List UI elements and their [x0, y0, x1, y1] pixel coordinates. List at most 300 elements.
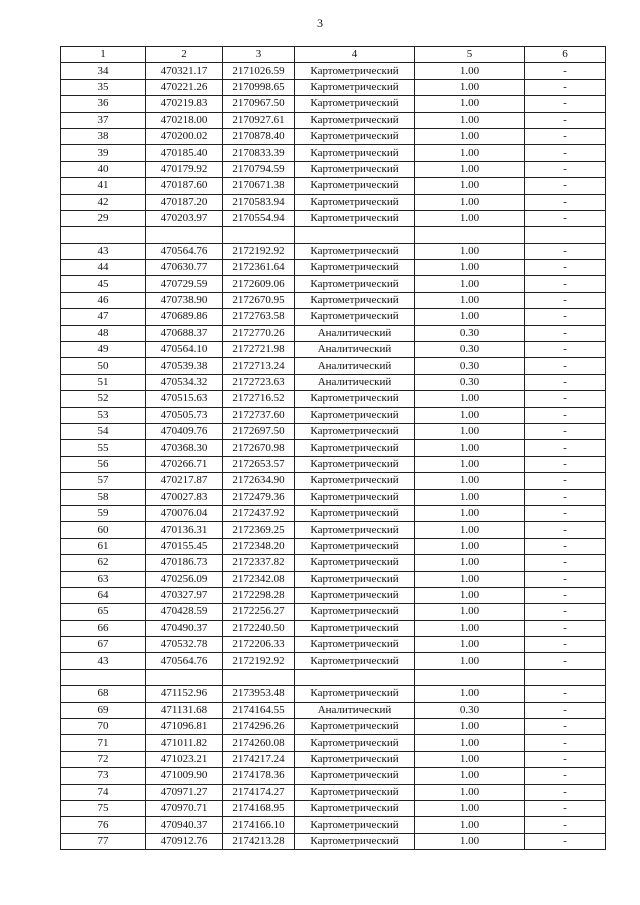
x-coordinate-cell: 471096.81: [146, 719, 223, 735]
description-cell: -: [525, 735, 606, 751]
point-number-cell: 57: [61, 473, 146, 489]
point-number-cell: 42: [61, 194, 146, 210]
description-cell: -: [525, 653, 606, 669]
method-cell: Картометрический: [295, 79, 415, 95]
method-cell: Картометрический: [295, 719, 415, 735]
table-row: [61, 342, 606, 358]
description-cell: -: [525, 555, 606, 571]
accuracy-cell: 1.00: [415, 161, 525, 177]
method-cell: Картометрический: [295, 423, 415, 439]
point-number-cell: 37: [61, 112, 146, 128]
table-row: [61, 391, 606, 407]
y-coordinate-cell: 2174260.08: [223, 735, 295, 751]
point-number-cell: 76: [61, 817, 146, 833]
accuracy-cell: 0.30: [415, 374, 525, 390]
point-number-cell: 43: [61, 243, 146, 259]
point-number-cell: 34: [61, 63, 146, 79]
table-row: [61, 96, 606, 112]
point-number-cell: 38: [61, 128, 146, 144]
table-row: [61, 637, 606, 653]
method-cell: Картометрический: [295, 210, 415, 226]
method-cell: Аналитический: [295, 358, 415, 374]
x-coordinate-cell: 470515.63: [146, 391, 223, 407]
x-coordinate-cell: 470368.30: [146, 440, 223, 456]
point-number-cell: 48: [61, 325, 146, 341]
point-number-cell: 44: [61, 260, 146, 276]
point-number-cell: 36: [61, 96, 146, 112]
description-cell: -: [525, 145, 606, 161]
method-cell: Картометрический: [295, 243, 415, 259]
x-coordinate-cell: 470200.02: [146, 128, 223, 144]
method-cell: Картометрический: [295, 587, 415, 603]
method-cell: Картометрический: [295, 489, 415, 505]
table-row: [61, 79, 606, 95]
y-coordinate-cell: 2172240.50: [223, 620, 295, 636]
method-cell: Картометрический: [295, 145, 415, 161]
y-coordinate-cell: 2174174.27: [223, 784, 295, 800]
point-number-cell: 51: [61, 374, 146, 390]
point-number-cell: 60: [61, 522, 146, 538]
point-number-cell: 64: [61, 587, 146, 603]
accuracy-cell: 1.00: [415, 178, 525, 194]
table-row: [61, 210, 606, 226]
accuracy-cell: [415, 227, 525, 243]
table-row: [61, 309, 606, 325]
accuracy-cell: 1.00: [415, 800, 525, 816]
accuracy-cell: 1.00: [415, 735, 525, 751]
description-cell: -: [525, 374, 606, 390]
y-coordinate-cell: 2172369.25: [223, 522, 295, 538]
table-row: [61, 423, 606, 439]
accuracy-cell: 1.00: [415, 309, 525, 325]
method-cell: Картометрический: [295, 784, 415, 800]
accuracy-cell: 1.00: [415, 555, 525, 571]
point-number-cell: 74: [61, 784, 146, 800]
x-coordinate-cell: 470219.83: [146, 96, 223, 112]
point-number-cell: 68: [61, 686, 146, 702]
method-cell: Картометрический: [295, 407, 415, 423]
table-row: [61, 407, 606, 423]
x-coordinate-cell: 470409.76: [146, 423, 223, 439]
accuracy-cell: 1.00: [415, 604, 525, 620]
method-cell: Картометрический: [295, 292, 415, 308]
accuracy-cell: 1.00: [415, 145, 525, 161]
accuracy-cell: 1.00: [415, 128, 525, 144]
point-number-cell: 61: [61, 538, 146, 554]
y-coordinate-cell: 2172192.92: [223, 243, 295, 259]
y-coordinate-cell: 2172770.26: [223, 325, 295, 341]
x-coordinate-cell: 470490.37: [146, 620, 223, 636]
x-coordinate-cell: 470076.04: [146, 505, 223, 521]
y-coordinate-cell: 2172298.28: [223, 587, 295, 603]
method-cell: Аналитический: [295, 702, 415, 718]
method-cell: Картометрический: [295, 112, 415, 128]
description-cell: -: [525, 243, 606, 259]
accuracy-cell: 1.00: [415, 63, 525, 79]
accuracy-cell: 0.30: [415, 358, 525, 374]
table-row: [61, 145, 606, 161]
y-coordinate-cell: 2172342.08: [223, 571, 295, 587]
point-number-cell: 66: [61, 620, 146, 636]
method-cell: Картометрический: [295, 96, 415, 112]
method-cell: Картометрический: [295, 768, 415, 784]
x-coordinate-cell: 470136.31: [146, 522, 223, 538]
accuracy-cell: 1.00: [415, 833, 525, 849]
accuracy-cell: 1.00: [415, 505, 525, 521]
y-coordinate-cell: 2170794.59: [223, 161, 295, 177]
method-cell: Картометрический: [295, 653, 415, 669]
table-row: [61, 522, 606, 538]
point-number-cell: 63: [61, 571, 146, 587]
accuracy-cell: 1.00: [415, 653, 525, 669]
table-row: [61, 440, 606, 456]
y-coordinate-cell: 2172723.63: [223, 374, 295, 390]
x-coordinate-cell: 470689.86: [146, 309, 223, 325]
table-row: [61, 653, 606, 669]
y-coordinate-cell: 2170583.94: [223, 194, 295, 210]
accuracy-cell: 1.00: [415, 768, 525, 784]
description-cell: -: [525, 96, 606, 112]
x-coordinate-cell: 470256.09: [146, 571, 223, 587]
x-coordinate-cell: 470266.71: [146, 456, 223, 472]
description-cell: -: [525, 309, 606, 325]
accuracy-cell: 1.00: [415, 817, 525, 833]
accuracy-cell: 1.00: [415, 423, 525, 439]
description-cell: -: [525, 571, 606, 587]
method-cell: Картометрический: [295, 440, 415, 456]
table-row: [61, 243, 606, 259]
point-number-cell: 72: [61, 751, 146, 767]
description-cell: -: [525, 161, 606, 177]
accuracy-cell: 0.30: [415, 702, 525, 718]
table-row: [61, 489, 606, 505]
point-number-cell: 55: [61, 440, 146, 456]
method-cell: Картометрический: [295, 178, 415, 194]
table-separator-row: [61, 669, 606, 685]
description-cell: -: [525, 358, 606, 374]
y-coordinate-cell: 2172653.57: [223, 456, 295, 472]
x-coordinate-cell: [146, 669, 223, 685]
table-row: [61, 128, 606, 144]
x-coordinate-cell: 470971.27: [146, 784, 223, 800]
description-cell: -: [525, 391, 606, 407]
point-number-cell: 62: [61, 555, 146, 571]
description-cell: -: [525, 473, 606, 489]
description-cell: -: [525, 128, 606, 144]
accuracy-cell: 1.00: [415, 407, 525, 423]
table-row: [61, 325, 606, 341]
table-row: [61, 702, 606, 718]
point-number-cell: 67: [61, 637, 146, 653]
method-cell: Картометрический: [295, 456, 415, 472]
description-cell: -: [525, 686, 606, 702]
point-number-cell: 39: [61, 145, 146, 161]
method-cell: Картометрический: [295, 194, 415, 210]
method-cell: Картометрический: [295, 817, 415, 833]
point-number-cell: 50: [61, 358, 146, 374]
method-cell: [295, 227, 415, 243]
point-number-cell: [61, 227, 146, 243]
table-header-row: [61, 47, 606, 63]
header-cell: 6: [525, 47, 606, 63]
description-cell: -: [525, 194, 606, 210]
method-cell: Аналитический: [295, 325, 415, 341]
x-coordinate-cell: 470187.60: [146, 178, 223, 194]
y-coordinate-cell: 2170998.65: [223, 79, 295, 95]
method-cell: Картометрический: [295, 637, 415, 653]
point-number-cell: 29: [61, 210, 146, 226]
description-cell: -: [525, 79, 606, 95]
table-row: [61, 817, 606, 833]
method-cell: Картометрический: [295, 473, 415, 489]
x-coordinate-cell: 470321.17: [146, 63, 223, 79]
y-coordinate-cell: 2172721.98: [223, 342, 295, 358]
coordinates-table: [60, 46, 606, 850]
method-cell: [295, 669, 415, 685]
accuracy-cell: 1.00: [415, 456, 525, 472]
y-coordinate-cell: 2172348.20: [223, 538, 295, 554]
description-cell: -: [525, 833, 606, 849]
method-cell: Аналитический: [295, 342, 415, 358]
table-row: [61, 686, 606, 702]
table-row: [61, 751, 606, 767]
x-coordinate-cell: 471152.96: [146, 686, 223, 702]
method-cell: Картометрический: [295, 735, 415, 751]
method-cell: Картометрический: [295, 260, 415, 276]
accuracy-cell: 1.00: [415, 112, 525, 128]
accuracy-cell: 1.00: [415, 489, 525, 505]
x-coordinate-cell: 470738.90: [146, 292, 223, 308]
table-row: [61, 833, 606, 849]
description-cell: -: [525, 440, 606, 456]
method-cell: Картометрический: [295, 161, 415, 177]
accuracy-cell: 1.00: [415, 784, 525, 800]
point-number-cell: 75: [61, 800, 146, 816]
table-row: [61, 63, 606, 79]
description-cell: [525, 227, 606, 243]
table-row: [61, 735, 606, 751]
point-number-cell: 52: [61, 391, 146, 407]
method-cell: Картометрический: [295, 522, 415, 538]
accuracy-cell: 1.00: [415, 194, 525, 210]
description-cell: -: [525, 505, 606, 521]
accuracy-cell: 1.00: [415, 719, 525, 735]
y-coordinate-cell: 2174213.28: [223, 833, 295, 849]
header-cell: 3: [223, 47, 295, 63]
description-cell: -: [525, 260, 606, 276]
accuracy-cell: 1.00: [415, 440, 525, 456]
description-cell: -: [525, 637, 606, 653]
accuracy-cell: 1.00: [415, 210, 525, 226]
table-row: [61, 784, 606, 800]
table-row: [61, 276, 606, 292]
y-coordinate-cell: 2172670.98: [223, 440, 295, 456]
point-number-cell: 46: [61, 292, 146, 308]
description-cell: -: [525, 604, 606, 620]
header-cell: 2: [146, 47, 223, 63]
point-number-cell: 53: [61, 407, 146, 423]
method-cell: Картометрический: [295, 63, 415, 79]
table-row: [61, 473, 606, 489]
x-coordinate-cell: 470221.26: [146, 79, 223, 95]
point-number-cell: [61, 669, 146, 685]
point-number-cell: 54: [61, 423, 146, 439]
y-coordinate-cell: 2170833.39: [223, 145, 295, 161]
accuracy-cell: 0.30: [415, 325, 525, 341]
point-number-cell: 41: [61, 178, 146, 194]
x-coordinate-cell: 470428.59: [146, 604, 223, 620]
description-cell: -: [525, 784, 606, 800]
y-coordinate-cell: 2174296.26: [223, 719, 295, 735]
description-cell: -: [525, 178, 606, 194]
accuracy-cell: 1.00: [415, 620, 525, 636]
description-cell: -: [525, 292, 606, 308]
x-coordinate-cell: 470534.32: [146, 374, 223, 390]
x-coordinate-cell: 470218.00: [146, 112, 223, 128]
table-row: [61, 719, 606, 735]
accuracy-cell: 1.00: [415, 391, 525, 407]
method-cell: Картометрический: [295, 833, 415, 849]
y-coordinate-cell: 2172256.27: [223, 604, 295, 620]
x-coordinate-cell: 470564.76: [146, 653, 223, 669]
method-cell: Картометрический: [295, 391, 415, 407]
table-row: [61, 260, 606, 276]
description-cell: -: [525, 63, 606, 79]
table-row: [61, 555, 606, 571]
x-coordinate-cell: 470186.73: [146, 555, 223, 571]
table-row: [61, 604, 606, 620]
point-number-cell: 71: [61, 735, 146, 751]
method-cell: Картометрический: [295, 604, 415, 620]
point-number-cell: 73: [61, 768, 146, 784]
x-coordinate-cell: 470940.37: [146, 817, 223, 833]
y-coordinate-cell: 2174178.36: [223, 768, 295, 784]
y-coordinate-cell: 2172437.92: [223, 505, 295, 521]
description-cell: -: [525, 112, 606, 128]
x-coordinate-cell: 470688.37: [146, 325, 223, 341]
accuracy-cell: 1.00: [415, 538, 525, 554]
x-coordinate-cell: 470970.71: [146, 800, 223, 816]
y-coordinate-cell: 2170927.61: [223, 112, 295, 128]
x-coordinate-cell: 470539.38: [146, 358, 223, 374]
table-row: [61, 768, 606, 784]
method-cell: Картометрический: [295, 751, 415, 767]
y-coordinate-cell: 2172670.95: [223, 292, 295, 308]
method-cell: Картометрический: [295, 128, 415, 144]
description-cell: -: [525, 423, 606, 439]
x-coordinate-cell: 470027.83: [146, 489, 223, 505]
accuracy-cell: 1.00: [415, 751, 525, 767]
table-row: [61, 194, 606, 210]
x-coordinate-cell: 470155.45: [146, 538, 223, 554]
method-cell: Картометрический: [295, 309, 415, 325]
y-coordinate-cell: [223, 227, 295, 243]
method-cell: Картометрический: [295, 686, 415, 702]
y-coordinate-cell: 2172634.90: [223, 473, 295, 489]
table-body: [61, 63, 606, 850]
y-coordinate-cell: 2174217.24: [223, 751, 295, 767]
accuracy-cell: 1.00: [415, 260, 525, 276]
description-cell: -: [525, 587, 606, 603]
point-number-cell: 69: [61, 702, 146, 718]
method-cell: Картометрический: [295, 276, 415, 292]
x-coordinate-cell: 471009.90: [146, 768, 223, 784]
y-coordinate-cell: 2172479.36: [223, 489, 295, 505]
description-cell: -: [525, 342, 606, 358]
description-cell: -: [525, 751, 606, 767]
y-coordinate-cell: 2173953.48: [223, 686, 295, 702]
y-coordinate-cell: 2172697.50: [223, 423, 295, 439]
page-number: 3: [317, 16, 323, 30]
x-coordinate-cell: 470187.20: [146, 194, 223, 210]
x-coordinate-cell: 470217.87: [146, 473, 223, 489]
description-cell: -: [525, 276, 606, 292]
table-row: [61, 178, 606, 194]
y-coordinate-cell: 2172609.06: [223, 276, 295, 292]
method-cell: Картометрический: [295, 538, 415, 554]
x-coordinate-cell: 470564.10: [146, 342, 223, 358]
method-cell: Картометрический: [295, 571, 415, 587]
description-cell: -: [525, 817, 606, 833]
y-coordinate-cell: 2172337.82: [223, 555, 295, 571]
x-coordinate-cell: 471131.68: [146, 702, 223, 718]
description-cell: [525, 669, 606, 685]
header-cell: 4: [295, 47, 415, 63]
x-coordinate-cell: 470630.77: [146, 260, 223, 276]
table-row: [61, 538, 606, 554]
y-coordinate-cell: 2171026.59: [223, 63, 295, 79]
table-row: [61, 620, 606, 636]
x-coordinate-cell: 470179.92: [146, 161, 223, 177]
accuracy-cell: 1.00: [415, 276, 525, 292]
method-cell: Картометрический: [295, 800, 415, 816]
y-coordinate-cell: [223, 669, 295, 685]
table-row: [61, 358, 606, 374]
y-coordinate-cell: 2170671.38: [223, 178, 295, 194]
y-coordinate-cell: 2172763.58: [223, 309, 295, 325]
y-coordinate-cell: 2170554.94: [223, 210, 295, 226]
x-coordinate-cell: 471023.21: [146, 751, 223, 767]
table-row: [61, 292, 606, 308]
description-cell: -: [525, 325, 606, 341]
y-coordinate-cell: 2172206.33: [223, 637, 295, 653]
header-cell: 5: [415, 47, 525, 63]
x-coordinate-cell: 470185.40: [146, 145, 223, 161]
description-cell: -: [525, 456, 606, 472]
description-cell: -: [525, 719, 606, 735]
x-coordinate-cell: [146, 227, 223, 243]
x-coordinate-cell: 471011.82: [146, 735, 223, 751]
y-coordinate-cell: 2170878.40: [223, 128, 295, 144]
description-cell: -: [525, 702, 606, 718]
table-row: [61, 161, 606, 177]
x-coordinate-cell: 470505.73: [146, 407, 223, 423]
y-coordinate-cell: 2172361.64: [223, 260, 295, 276]
description-cell: -: [525, 489, 606, 505]
description-cell: -: [525, 407, 606, 423]
accuracy-cell: 1.00: [415, 243, 525, 259]
description-cell: -: [525, 620, 606, 636]
description-cell: -: [525, 538, 606, 554]
table-row: [61, 456, 606, 472]
accuracy-cell: 1.00: [415, 473, 525, 489]
y-coordinate-cell: 2172192.92: [223, 653, 295, 669]
y-coordinate-cell: 2174168.95: [223, 800, 295, 816]
table-row: [61, 571, 606, 587]
accuracy-cell: 1.00: [415, 686, 525, 702]
accuracy-cell: [415, 669, 525, 685]
description-cell: -: [525, 800, 606, 816]
